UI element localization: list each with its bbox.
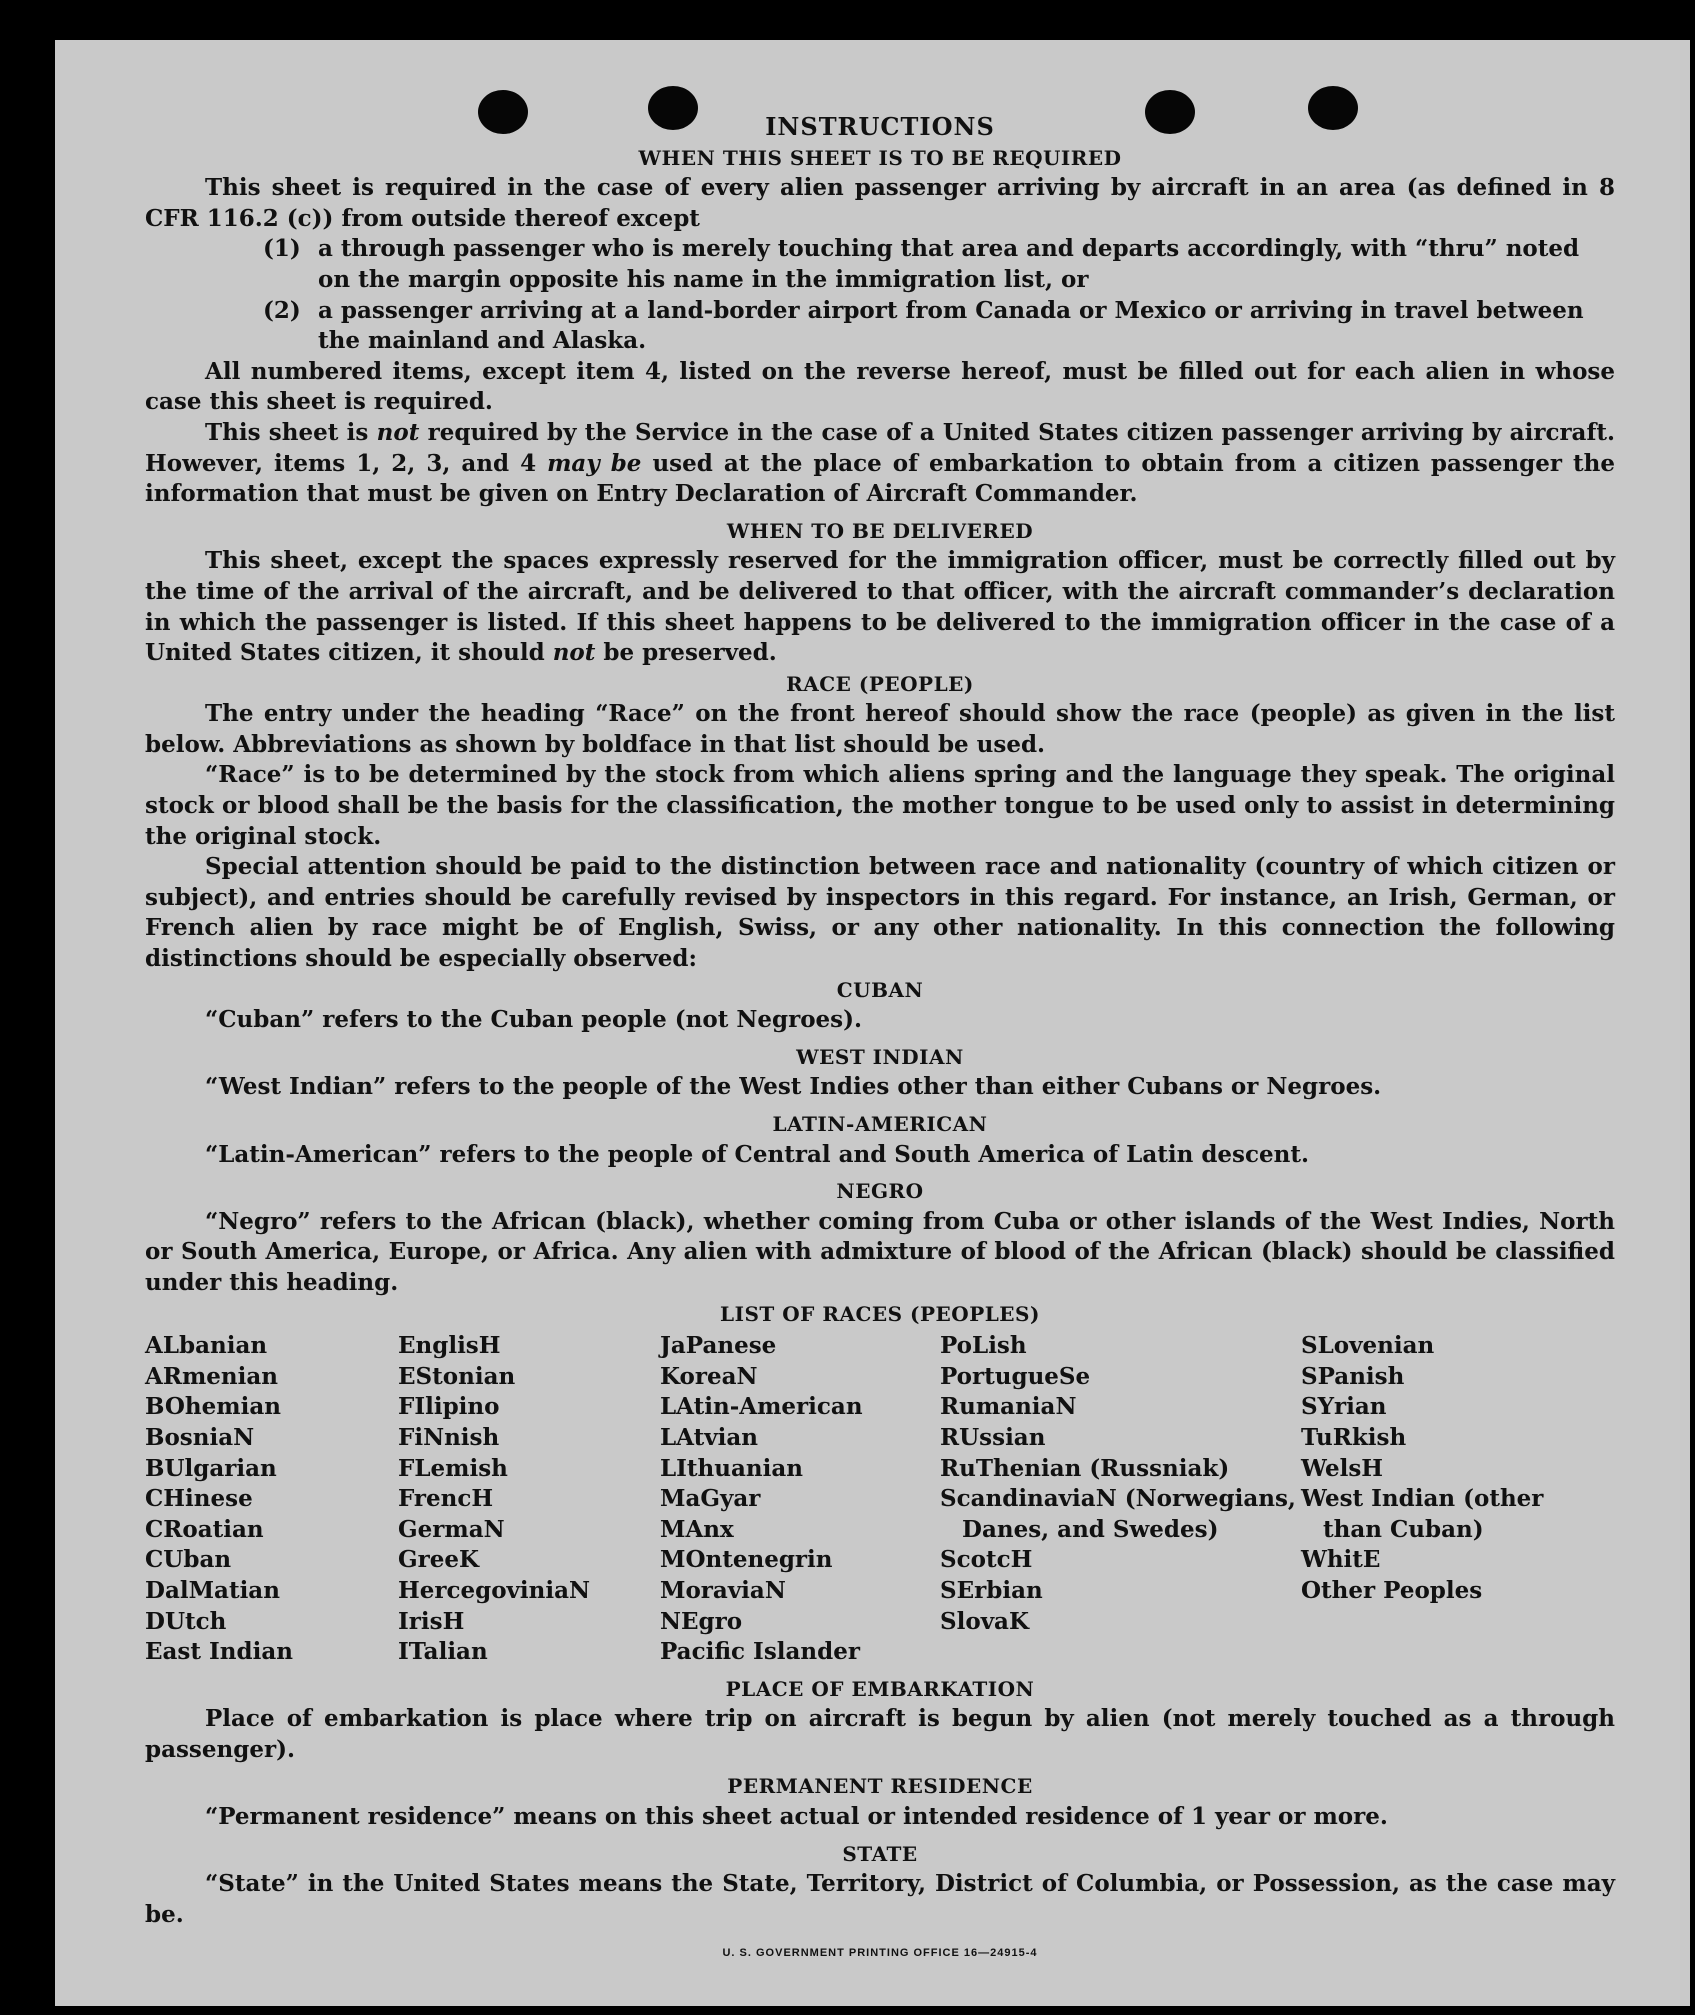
race-entry: LAtvian <box>660 1423 758 1451</box>
race-entry: EStonian <box>398 1362 516 1390</box>
race-entry: SYrian <box>1301 1393 1387 1421</box>
list-item <box>263 296 1615 357</box>
race-entry: JaPanese <box>660 1332 777 1360</box>
race-entry: MaGyar <box>660 1485 761 1513</box>
race-entry: PoLish <box>940 1332 1027 1360</box>
race-entry: DUtch <box>145 1607 227 1635</box>
race-entry: ITalian <box>398 1638 488 1666</box>
race-entry: LAtin-American <box>660 1393 863 1421</box>
race-entry: LIthuanian <box>660 1454 803 1482</box>
race-entry: WelsH <box>1301 1454 1384 1482</box>
race-entry: PortugueSe <box>940 1362 1091 1390</box>
race-entry: RuThenian (Russniak) <box>940 1454 1230 1482</box>
paragraph: This sheet is required in the case of every alien passenger arriving by aircraft in an area (as defined in 8 CFR 116.2 (c)) from outside thereof except <box>145 174 1615 232</box>
race-entry: RUssian <box>940 1423 1046 1451</box>
page-title: INSTRUCTIONS <box>765 112 995 141</box>
race-entry: MOntenegrin <box>660 1546 833 1574</box>
race-entry: West Indian (other than Cuban) <box>1301 1485 1544 1543</box>
instructions-content <box>145 112 1615 1969</box>
race-column <box>1301 1331 1601 1668</box>
race-entry: CRoatian <box>145 1515 264 1543</box>
paragraph: Special attention should be paid to the distinction between race and nationality (country of which citizen or subject), and entries should be carefully revised by inspectors in this regard. For instance, an Irish, German, or French alien by race might be of English, Swiss, or any other nationality. In this connection the following distinctions should be especially observed: <box>145 853 1615 973</box>
race-entry: ScotcH <box>940 1546 1033 1574</box>
race-entry: CHinese <box>145 1485 253 1513</box>
race-list <box>145 1331 1615 1668</box>
race-column <box>398 1331 660 1668</box>
race-entry: DalMatian <box>145 1576 280 1604</box>
paragraph: “West Indian” refers to the people of the West Indies other than either Cubans or Negroes. <box>205 1073 1382 1101</box>
race-entry: BOhemian <box>145 1393 281 1421</box>
paragraph: “Permanent residence” means on this sheet actual or intended residence of 1 year or more. <box>205 1803 1388 1831</box>
race-entry: SLovenian <box>1301 1332 1435 1360</box>
race-column <box>660 1331 940 1668</box>
paragraph: Place of embarkation is place where trip on aircraft is begun by alien (not merely touched as a through passenger). <box>145 1705 1615 1763</box>
race-entry: Other Peoples <box>1301 1576 1483 1604</box>
race-entry: GreeK <box>398 1546 480 1574</box>
race-column <box>145 1331 398 1668</box>
section-heading: LATIN-AMERICAN <box>772 1112 988 1136</box>
race-entry: ARmenian <box>145 1362 279 1390</box>
race-entry: KoreaN <box>660 1362 758 1390</box>
race-entry: WhitE <box>1301 1546 1381 1574</box>
race-entry: East Indian <box>145 1638 293 1666</box>
race-entry: SlovaK <box>940 1607 1029 1635</box>
race-entry: ALbanian <box>145 1332 268 1360</box>
race-column <box>940 1331 1301 1668</box>
document-sheet <box>55 40 1690 2006</box>
race-entry: BosniaN <box>145 1423 255 1451</box>
section-heading: RACE (PEOPLE) <box>786 671 974 696</box>
item-text: a through passenger who is merely touching that area and departs accordingly, with “thru” noted on the margin opposite his name in the immigration list, or <box>318 235 1580 293</box>
item-text: a passenger arriving at a land-border airport from Canada or Mexico or arriving in travel between the mainland and Alaska. <box>318 296 1584 355</box>
item-number: (2) <box>263 296 301 324</box>
paragraph: This sheet is not required by the Service in the case of a United States citizen passenger arriving by aircraft. However, items 1, 2, 3, and 4 may be used at the place of embarkation to obtain from a citizen passenger the information that must be given on Entry Declaration of Aircraft Commander. <box>145 418 1615 508</box>
section-heading: WEST INDIAN <box>796 1044 964 1069</box>
race-entry: FIlipino <box>398 1393 500 1421</box>
race-entry: RumaniaN <box>940 1393 1077 1421</box>
paragraph: The entry under the heading “Race” on the front hereof should show the race (people) as given in the list below. Abbreviations as shown by boldface in that list should be used. <box>145 700 1615 758</box>
race-entry: FrencH <box>398 1485 494 1513</box>
section-heading: CUBAN <box>836 977 924 1002</box>
race-entry: EnglisH <box>398 1332 501 1360</box>
race-entry: FiNnish <box>398 1423 500 1451</box>
paragraph: “Latin-American” refers to the people of Central and South America of Latin descent. <box>205 1140 1309 1168</box>
paragraph: “Race” is to be determined by the stock from which aliens spring and the language they speak. The original stock or blood shall be the basis for the classification, the mother tongue to be used only to assist in determining the original stock. <box>145 761 1615 850</box>
section-heading: WHEN TO BE DELIVERED <box>726 518 1034 543</box>
race-entry: BUlgarian <box>145 1454 277 1482</box>
race-entry: HercegoviniaN <box>398 1576 591 1604</box>
list-item <box>263 234 1615 295</box>
paragraph: “Negro” refers to the African (black), whether coming from Cuba or other islands of the West Indies, North or South America, Europe, or Africa. Any alien with admixture of blood of the African (black) should be classified under this heading. <box>145 1207 1615 1296</box>
paragraph: “State” in the United States means the State, Territory, District of Columbia, or Possession, as the case may be. <box>145 1870 1615 1928</box>
race-entry: FLemish <box>398 1454 508 1482</box>
paragraph: All numbered items, except item 4, listed on the reverse hereof, must be filled out for each alien in whose case this sheet is required. <box>145 357 1615 416</box>
race-entry: GermaN <box>398 1515 505 1543</box>
race-entry: ScandinaviaN (Norwegians, Danes, and Swedes) <box>940 1485 1296 1543</box>
section-heading: PERMANENT RESIDENCE <box>727 1774 1033 1799</box>
race-entry: CUban <box>145 1546 232 1574</box>
race-entry: MAnx <box>660 1515 734 1543</box>
paragraph: “Cuban” refers to the Cuban people (not Negroes). <box>205 1006 863 1034</box>
paragraph: This sheet, except the spaces expressly reserved for the immigration officer, must be correctly filled out by the time of the arrival of the aircraft, and be delivered to that officer, with the aircraft commander’s declaration in which the passenger is listed. If this sheet happens to be delivered to the immigration officer in the case of a United States citizen, it should not be preserved. <box>145 547 1615 667</box>
section-heading: WHEN THIS SHEET IS TO BE REQUIRED <box>638 145 1122 170</box>
race-entry: IrisH <box>398 1607 465 1635</box>
section-heading: LIST OF RACES (PEOPLES) <box>720 1301 1040 1326</box>
section-heading: PLACE OF EMBARKATION <box>725 1676 1035 1701</box>
race-entry: Pacific Islander <box>660 1638 860 1666</box>
race-entry: NEgro <box>660 1607 743 1635</box>
printer-imprint: U. S. GOVERNMENT PRINTING OFFICE 16—24915-4 <box>722 1947 1038 1960</box>
race-entry: SPanish <box>1301 1362 1405 1390</box>
race-entry: MoraviaN <box>660 1576 786 1604</box>
race-entry: TuRkish <box>1301 1423 1407 1451</box>
race-entry: SErbian <box>940 1576 1043 1604</box>
item-number: (1) <box>263 235 301 263</box>
section-heading: NEGRO <box>836 1179 924 1204</box>
section-heading: STATE <box>842 1841 918 1866</box>
